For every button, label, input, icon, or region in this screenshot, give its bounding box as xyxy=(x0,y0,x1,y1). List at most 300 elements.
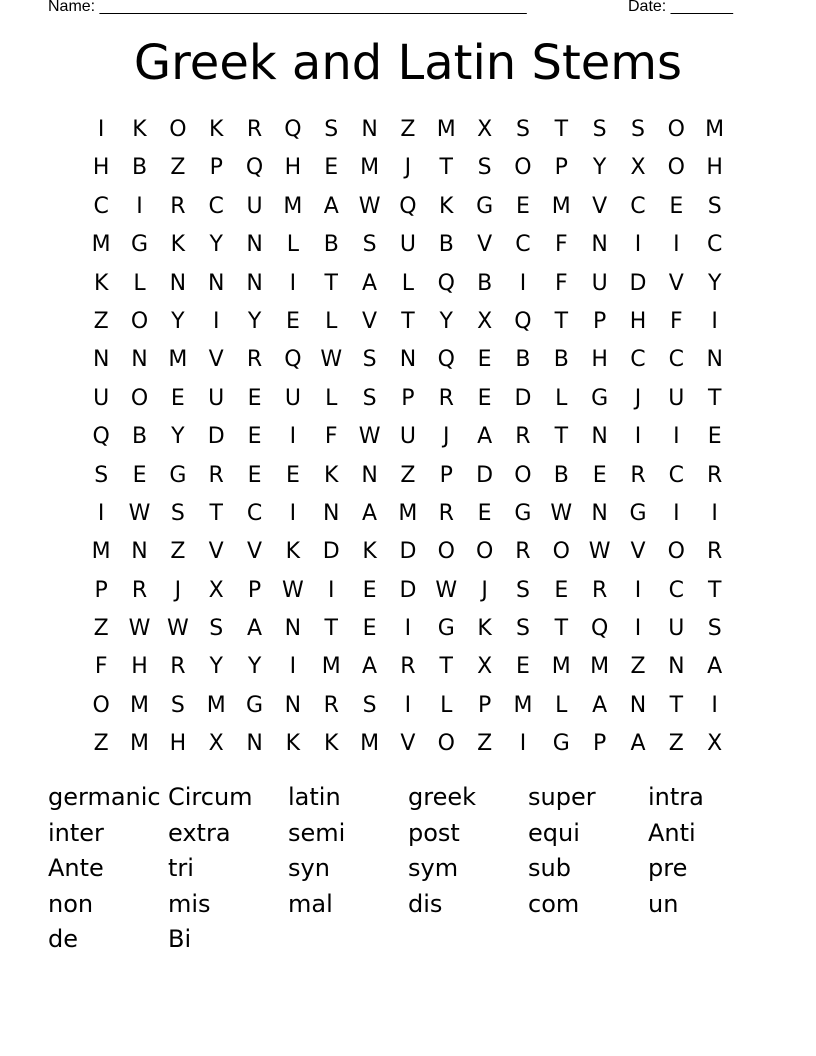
word-list-item: Ante xyxy=(48,854,104,883)
grid-cell[interactable]: R xyxy=(131,577,148,603)
grid-cell[interactable]: A xyxy=(323,193,339,219)
grid-cell[interactable]: S xyxy=(631,117,645,142)
grid-cell[interactable]: W xyxy=(358,424,381,450)
grid-cell[interactable]: E xyxy=(707,424,722,450)
grid-cell[interactable]: V xyxy=(247,539,263,565)
grid-cell[interactable]: O xyxy=(475,539,494,565)
grid-row xyxy=(82,497,734,535)
grid-cell[interactable]: H xyxy=(92,155,110,181)
grid-cell[interactable]: N xyxy=(399,347,417,373)
grid-cell[interactable]: K xyxy=(324,731,339,757)
grid-cell[interactable]: X xyxy=(707,731,723,757)
grid-cell[interactable]: I xyxy=(327,577,335,603)
grid-cell[interactable]: E xyxy=(669,193,684,219)
grid-cell[interactable]: K xyxy=(132,117,147,142)
grid-cell[interactable]: O xyxy=(667,539,685,565)
grid-cell[interactable]: Q xyxy=(590,616,609,642)
grid-cell[interactable]: J xyxy=(634,385,642,411)
grid-cell[interactable]: O xyxy=(437,731,455,757)
grid-cell[interactable]: D xyxy=(476,462,494,488)
grid-cell[interactable]: G xyxy=(629,500,647,526)
grid-cell[interactable]: T xyxy=(554,308,569,334)
grid-cell[interactable]: E xyxy=(592,462,607,488)
grid-cell[interactable]: A xyxy=(362,500,378,526)
grid-cell[interactable]: G xyxy=(169,462,187,488)
grid-cell[interactable]: T xyxy=(324,270,338,296)
grid-cell[interactable]: R xyxy=(208,462,224,488)
grid-cell[interactable]: M xyxy=(551,193,571,219)
grid-cell[interactable]: N xyxy=(361,117,378,142)
grid-cell[interactable]: R xyxy=(246,117,263,142)
grid-cell[interactable]: K xyxy=(208,117,224,142)
grid-cell[interactable]: S xyxy=(477,155,492,181)
grid-cell[interactable]: R xyxy=(170,654,186,680)
grid-cell[interactable]: W xyxy=(282,577,304,603)
grid-cell[interactable]: I xyxy=(634,577,642,603)
grid-cell[interactable]: K xyxy=(285,731,301,757)
grid-cell[interactable]: C xyxy=(246,500,263,526)
grid-cell[interactable]: U xyxy=(284,385,301,411)
grid-cell[interactable]: H xyxy=(629,308,647,334)
grid-cell[interactable]: H xyxy=(706,155,723,181)
grid-cell[interactable]: E xyxy=(477,500,492,526)
grid-cell[interactable]: N xyxy=(591,232,608,258)
grid-cell[interactable]: Q xyxy=(284,347,302,373)
grid-cell[interactable]: L xyxy=(440,692,453,718)
grid-cell[interactable]: G xyxy=(476,193,494,219)
grid-cell[interactable]: G xyxy=(591,385,609,411)
grid-cell[interactable]: K xyxy=(439,193,454,219)
grid-cell[interactable]: R xyxy=(170,193,186,219)
grid-cell[interactable]: E xyxy=(285,308,300,334)
grid-cell[interactable]: P xyxy=(247,577,262,603)
grid-cell[interactable]: W xyxy=(550,500,573,526)
grid-cell[interactable]: Y xyxy=(592,155,607,181)
grid-cell[interactable]: Q xyxy=(514,308,532,334)
grid-cell[interactable]: O xyxy=(514,462,532,488)
grid-cell[interactable]: V xyxy=(630,539,646,565)
grid-cell[interactable]: T xyxy=(707,577,722,603)
grid-cell[interactable]: Q xyxy=(437,270,455,296)
grid-cell[interactable]: D xyxy=(629,270,647,296)
grid-cell[interactable]: D xyxy=(399,539,417,565)
grid-cell[interactable]: V xyxy=(668,270,684,296)
grid-cell[interactable]: B xyxy=(477,270,493,296)
grid-cell[interactable]: B xyxy=(515,347,531,373)
grid-cell[interactable]: P xyxy=(593,308,607,334)
grid-cell[interactable]: M xyxy=(590,654,610,680)
grid-cell[interactable]: N xyxy=(591,424,608,450)
grid-cell[interactable]: Z xyxy=(93,616,109,642)
grid-cell[interactable]: F xyxy=(94,654,108,680)
grid-cell[interactable]: O xyxy=(667,117,685,142)
grid-cell[interactable]: E xyxy=(132,462,147,488)
header-line xyxy=(48,0,748,18)
grid-cell[interactable]: X xyxy=(208,577,224,603)
grid-cell[interactable]: M xyxy=(398,500,418,526)
grid-cell[interactable]: M xyxy=(206,692,226,718)
grid-cell[interactable]: E xyxy=(247,462,262,488)
grid-cell[interactable]: O xyxy=(92,692,110,718)
grid-cell[interactable]: Z xyxy=(93,731,109,757)
grid-cell[interactable]: K xyxy=(477,616,492,642)
grid-cell[interactable]: E xyxy=(477,385,492,411)
grid-cell[interactable]: A xyxy=(477,424,493,450)
grid-cell[interactable]: N xyxy=(591,500,608,526)
grid-cell[interactable]: U xyxy=(93,385,110,411)
grid-cell[interactable]: J xyxy=(404,155,412,181)
grid-cell[interactable]: W xyxy=(588,539,611,565)
grid-cell[interactable]: C xyxy=(208,193,224,219)
grid-cell[interactable]: E xyxy=(170,385,185,411)
grid-cell[interactable]: G xyxy=(552,731,570,757)
grid-cell[interactable]: Q xyxy=(245,155,264,181)
grid-cell[interactable]: L xyxy=(401,270,415,296)
grid-cell[interactable]: O xyxy=(437,539,455,565)
grid-cell[interactable]: G xyxy=(130,232,149,258)
grid-cell[interactable]: X xyxy=(477,654,493,680)
grid-cell[interactable]: Z xyxy=(400,462,416,488)
grid-cell[interactable]: E xyxy=(247,424,262,450)
grid-cell[interactable]: C xyxy=(630,193,646,219)
grid-cell[interactable]: E xyxy=(516,654,530,680)
grid-cell[interactable]: T xyxy=(707,385,722,411)
grid-cell[interactable]: R xyxy=(707,539,723,565)
grid-cell[interactable]: I xyxy=(711,308,718,334)
grid-cell[interactable]: U xyxy=(591,270,608,296)
grid-cell[interactable]: I xyxy=(212,308,220,334)
grid-cell[interactable]: S xyxy=(209,616,224,642)
grid-cell[interactable]: N xyxy=(131,347,148,373)
grid-cell[interactable]: C xyxy=(668,462,685,488)
grid-cell[interactable]: Y xyxy=(171,308,185,334)
grid-cell[interactable]: I xyxy=(634,616,642,642)
grid-cell[interactable]: D xyxy=(207,424,225,450)
grid-cell[interactable]: S xyxy=(170,692,185,718)
grid-cell[interactable]: P xyxy=(401,385,415,411)
grid-cell[interactable]: Z xyxy=(170,539,186,565)
grid-cell[interactable]: R xyxy=(438,385,454,411)
grid-cell[interactable]: I xyxy=(97,500,105,526)
grid-cell[interactable]: N xyxy=(246,731,263,757)
grid-cell[interactable]: W xyxy=(320,347,343,373)
grid-cell[interactable]: I xyxy=(289,270,297,296)
grid-cell[interactable]: G xyxy=(246,692,264,718)
grid-cell[interactable]: Y xyxy=(171,424,185,450)
grid-cell[interactable]: A xyxy=(362,270,378,296)
grid-cell[interactable]: O xyxy=(552,539,570,565)
grid-cell[interactable]: E xyxy=(477,347,492,373)
grid-cell[interactable]: O xyxy=(130,385,149,411)
grid-cell[interactable]: P xyxy=(554,155,568,181)
word-list-item: semi xyxy=(288,818,346,847)
grid-cell[interactable]: M xyxy=(283,193,303,219)
grid-cell[interactable]: N xyxy=(92,347,110,373)
grid-cell[interactable]: I xyxy=(673,500,680,526)
grid-cell[interactable]: S xyxy=(362,232,377,258)
grid-cell[interactable]: R xyxy=(515,424,531,450)
grid-cell[interactable]: H xyxy=(591,347,608,373)
grid-cell[interactable]: Y xyxy=(247,308,262,334)
grid-cell[interactable]: I xyxy=(711,500,718,526)
grid-cell[interactable]: B xyxy=(323,232,339,258)
grid-cell[interactable]: A xyxy=(707,654,723,680)
grid-cell[interactable]: S xyxy=(324,117,339,142)
grid-cell[interactable]: S xyxy=(515,616,530,642)
grid-cell[interactable]: Z xyxy=(477,731,493,757)
grid-cell[interactable]: U xyxy=(246,193,263,219)
grid-cell[interactable]: O xyxy=(169,117,187,142)
grid-cell[interactable]: S xyxy=(515,577,530,603)
grid-cell[interactable]: X xyxy=(630,155,646,181)
grid-cell[interactable]: H xyxy=(284,155,302,181)
grid-cell[interactable]: P xyxy=(593,731,607,757)
grid-cell[interactable]: W xyxy=(128,616,151,642)
grid-cell[interactable]: N xyxy=(207,270,225,296)
grid-cell[interactable]: S xyxy=(170,500,185,526)
grid-cell[interactable]: J xyxy=(174,577,182,603)
grid-cell[interactable]: P xyxy=(94,577,108,603)
grid-cell[interactable]: V xyxy=(208,347,224,373)
grid-cell[interactable]: A xyxy=(630,731,646,757)
word-list-item: Circum xyxy=(168,783,253,811)
grid-cell[interactable]: B xyxy=(438,232,454,258)
grid-row xyxy=(82,305,734,343)
grid-cell[interactable]: N xyxy=(169,270,187,296)
word-list-item: latin xyxy=(288,783,341,811)
grid-cell[interactable]: E xyxy=(324,155,339,181)
grid-cell[interactable]: X xyxy=(208,731,224,757)
grid-cell[interactable]: Z xyxy=(668,731,684,757)
grid-cell[interactable]: N xyxy=(131,539,148,565)
grid-cell[interactable]: B xyxy=(553,347,569,373)
grid-cell[interactable]: P xyxy=(209,155,223,181)
grid-cell[interactable]: I xyxy=(673,232,680,258)
grid-cell[interactable]: Z xyxy=(630,654,646,680)
grid-cell[interactable]: I xyxy=(519,731,527,757)
grid-cell[interactable]: S xyxy=(707,616,722,642)
grid-cell[interactable]: X xyxy=(477,117,493,142)
grid-cell[interactable]: M xyxy=(360,155,380,181)
grid-cell[interactable]: E xyxy=(516,193,530,219)
grid-cell[interactable]: M xyxy=(168,347,188,373)
grid-cell[interactable]: I xyxy=(289,654,297,680)
grid-cell[interactable]: K xyxy=(170,232,186,258)
grid-cell[interactable]: T xyxy=(439,155,453,181)
grid-cell[interactable]: M xyxy=(513,692,533,718)
grid-cell[interactable]: I xyxy=(289,500,297,526)
grid-cell[interactable]: L xyxy=(555,385,568,411)
grid-cell[interactable]: N xyxy=(706,347,723,373)
grid-cell[interactable]: C xyxy=(668,347,685,373)
grid-cell[interactable]: J xyxy=(481,577,488,603)
grid-cell[interactable]: J xyxy=(443,424,450,450)
grid-cell[interactable]: C xyxy=(706,232,723,258)
grid-cell[interactable]: L xyxy=(133,270,146,296)
grid-cell[interactable]: W xyxy=(166,616,189,642)
grid-cell[interactable]: N xyxy=(246,270,263,296)
grid-cell[interactable]: I xyxy=(634,424,642,450)
grid-cell[interactable]: Z xyxy=(170,155,186,181)
grid-cell[interactable]: G xyxy=(437,616,455,642)
grid-cell[interactable]: N xyxy=(629,692,647,718)
grid-cell[interactable]: A xyxy=(592,692,608,718)
name-field-label[interactable]: Name: ________________________________________________ xyxy=(48,0,527,15)
grid-cell[interactable]: I xyxy=(673,424,680,450)
grid-cell[interactable]: I xyxy=(404,692,412,718)
grid-cell[interactable]: M xyxy=(436,117,456,142)
grid-cell[interactable]: T xyxy=(669,692,684,718)
grid-cell[interactable]: H xyxy=(131,654,148,680)
grid-cell[interactable]: S xyxy=(362,385,377,411)
grid-cell[interactable]: I xyxy=(404,616,412,642)
grid-cell[interactable]: Y xyxy=(209,232,223,258)
grid-cell[interactable]: T xyxy=(439,654,453,680)
grid-cell[interactable]: N xyxy=(246,232,263,258)
grid-cell[interactable]: M xyxy=(130,731,149,757)
grid-cell[interactable]: W xyxy=(358,193,381,219)
grid-cell[interactable]: R xyxy=(515,539,531,565)
grid-cell[interactable]: N xyxy=(284,616,302,642)
grid-cell[interactable]: V xyxy=(362,308,378,334)
grid-cell[interactable]: U xyxy=(668,385,685,411)
grid-cell[interactable]: F xyxy=(324,424,338,450)
grid-cell[interactable]: Y xyxy=(707,270,722,296)
grid-row xyxy=(82,151,734,189)
grid-cell[interactable]: F xyxy=(554,270,568,296)
grid-cell[interactable]: S xyxy=(515,117,530,142)
date-field-label[interactable]: Date: _______ xyxy=(628,0,733,15)
grid-cell[interactable]: Z xyxy=(400,117,416,142)
grid-cell[interactable]: U xyxy=(399,424,416,450)
grid-cell[interactable]: S xyxy=(362,692,377,718)
grid-cell[interactable]: L xyxy=(286,232,300,258)
grid-cell[interactable]: V xyxy=(208,539,224,565)
grid-cell[interactable]: M xyxy=(321,654,341,680)
grid-cell[interactable]: O xyxy=(514,155,532,181)
grid-cell[interactable]: F xyxy=(554,232,568,258)
grid-cell[interactable]: B xyxy=(131,155,148,181)
grid-cell[interactable]: K xyxy=(362,539,377,565)
grid-cell[interactable]: N xyxy=(361,462,378,488)
grid-cell[interactable]: I xyxy=(289,424,297,450)
grid-cell[interactable]: R xyxy=(707,462,723,488)
grid-cell[interactable]: U xyxy=(668,616,685,642)
grid-cell[interactable]: R xyxy=(400,654,416,680)
grid-cell[interactable]: N xyxy=(284,692,302,718)
grid-cell[interactable]: G xyxy=(514,500,532,526)
grid-cell[interactable]: C xyxy=(668,577,685,603)
grid-cell[interactable]: L xyxy=(325,385,338,411)
grid-cell[interactable]: P xyxy=(439,462,453,488)
grid-cell[interactable]: Q xyxy=(92,424,110,450)
grid-cell[interactable]: K xyxy=(93,270,109,296)
grid-cell[interactable]: Z xyxy=(93,308,109,334)
grid-cell[interactable]: E xyxy=(554,577,569,603)
grid-cell[interactable]: M xyxy=(360,731,380,757)
grid-cell[interactable]: T xyxy=(324,616,338,642)
grid-cell[interactable]: A xyxy=(362,654,378,680)
grid-cell[interactable]: W xyxy=(128,500,151,526)
grid-cell[interactable]: H xyxy=(169,731,187,757)
grid-cell[interactable]: W xyxy=(435,577,458,603)
grid-cell[interactable]: R xyxy=(246,347,263,373)
grid-cell[interactable]: K xyxy=(285,539,301,565)
grid-cell[interactable]: R xyxy=(630,462,646,488)
grid-cell[interactable]: E xyxy=(362,616,377,642)
grid-cell[interactable]: O xyxy=(667,155,685,181)
grid-cell[interactable]: I xyxy=(97,117,105,142)
grid-cell[interactable]: E xyxy=(247,385,262,411)
grid-cell[interactable]: N xyxy=(668,654,685,680)
grid-cell[interactable]: P xyxy=(477,692,492,718)
grid-cell[interactable]: B xyxy=(131,424,148,450)
grid-cell[interactable]: C xyxy=(515,232,531,258)
grid-cell[interactable]: I xyxy=(136,193,143,219)
grid-cell[interactable]: V xyxy=(477,232,493,258)
grid-cell[interactable]: M xyxy=(705,117,725,142)
grid-cell[interactable]: E xyxy=(362,577,377,603)
grid-cell[interactable]: T xyxy=(554,424,569,450)
grid-cell[interactable]: T xyxy=(401,308,415,334)
grid-cell[interactable]: I xyxy=(711,692,718,718)
grid-cell[interactable]: T xyxy=(209,500,223,526)
grid-cell[interactable]: R xyxy=(438,500,454,526)
grid-cell[interactable]: Y xyxy=(247,654,262,680)
grid-cell[interactable]: D xyxy=(322,539,340,565)
grid-cell[interactable]: E xyxy=(285,462,300,488)
grid-cell[interactable]: S xyxy=(707,193,722,219)
grid-cell[interactable]: U xyxy=(399,232,416,258)
grid-cell[interactable]: R xyxy=(323,692,339,718)
grid-cell[interactable]: R xyxy=(591,577,608,603)
grid-cell[interactable]: Y xyxy=(439,308,453,334)
grid-cell[interactable]: K xyxy=(324,462,339,488)
grid-cell[interactable]: C xyxy=(630,347,646,373)
grid-cell[interactable]: X xyxy=(477,308,493,334)
grid-cell[interactable]: T xyxy=(554,117,569,142)
grid-cell[interactable]: O xyxy=(130,308,149,334)
grid-cell[interactable]: M xyxy=(91,539,111,565)
grid-cell[interactable]: S xyxy=(94,462,109,488)
grid-cell[interactable]: V xyxy=(592,193,608,219)
grid-cell[interactable]: S xyxy=(592,117,607,142)
grid-cell[interactable]: T xyxy=(554,616,569,642)
grid-cell[interactable]: A xyxy=(247,616,263,642)
grid-cell[interactable]: M xyxy=(91,232,111,258)
grid-cell[interactable]: D xyxy=(514,385,532,411)
grid-cell[interactable]: Y xyxy=(209,654,223,680)
grid-cell[interactable]: Q xyxy=(284,117,302,142)
grid-cell[interactable]: B xyxy=(553,462,569,488)
grid-cell[interactable]: C xyxy=(93,193,109,219)
grid-cell[interactable]: F xyxy=(670,308,683,334)
grid-row xyxy=(82,267,734,305)
grid-cell[interactable]: V xyxy=(400,731,416,757)
grid-cell[interactable]: D xyxy=(399,577,417,603)
grid-cell[interactable]: S xyxy=(362,347,377,373)
grid-cell[interactable]: L xyxy=(325,308,338,334)
grid-cell[interactable]: N xyxy=(323,500,340,526)
grid-cell[interactable]: Q xyxy=(437,347,455,373)
grid-cell[interactable]: I xyxy=(519,270,527,296)
grid-cell[interactable]: Q xyxy=(399,193,417,219)
grid-cell[interactable]: I xyxy=(634,232,642,258)
grid-cell[interactable]: L xyxy=(555,692,568,718)
grid-cell[interactable]: M xyxy=(130,692,149,718)
grid-cell[interactable]: M xyxy=(551,654,571,680)
grid-cell[interactable]: U xyxy=(208,385,225,411)
